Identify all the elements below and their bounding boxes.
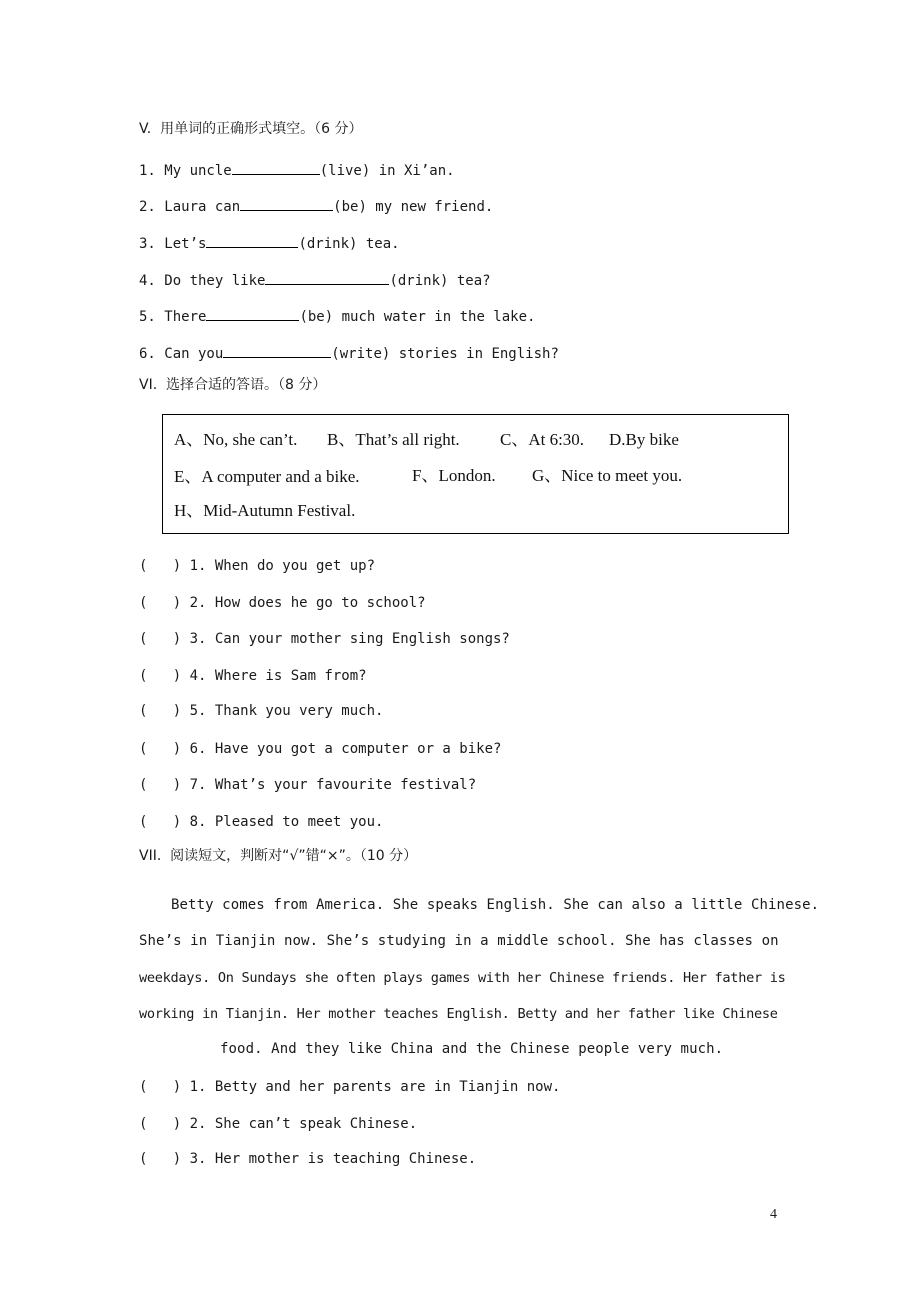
match-question-7: ( ) 7. What’s your favourite festival? bbox=[139, 777, 477, 793]
match-question-3: ( ) 3. Can your mother sing English songs? bbox=[139, 631, 510, 647]
match-question-2: ( ) 2. How does he go to school? bbox=[139, 595, 426, 611]
option-b: B、That’s all right. bbox=[327, 430, 460, 449]
option-a: A、No, she can’t. bbox=[174, 430, 298, 449]
passage-line-1: Betty comes from America. She speaks English. She can also a little Chinese. bbox=[171, 897, 820, 913]
fill-item-4 bbox=[139, 269, 491, 290]
fill-blank-4[interactable] bbox=[265, 269, 389, 285]
fill-item-6-post: (write) stories in English? bbox=[331, 346, 559, 362]
fill-blank-6[interactable] bbox=[223, 342, 331, 358]
fill-item-4-post: (drink) tea? bbox=[389, 273, 491, 289]
option-h: H、Mid-Autumn Festival. bbox=[174, 501, 356, 520]
fill-item-3 bbox=[139, 232, 400, 253]
passage-line-2: She’s in Tianjin now. She’s studying in a middle school. She has classes on bbox=[139, 933, 779, 949]
passage-line-3: weekdays. On Sundays she often plays games with her Chinese friends. Her father is bbox=[139, 970, 786, 986]
fill-item-5-post: (be) much water in the lake. bbox=[299, 309, 536, 325]
judge-question-3: ( ) 3. Her mother is teaching Chinese. bbox=[139, 1151, 477, 1167]
fill-blank-3[interactable] bbox=[206, 232, 298, 248]
fill-item-2-pre: 2. Laura can bbox=[139, 199, 241, 215]
fill-item-5 bbox=[139, 305, 535, 326]
option-c: C、At 6:30. bbox=[500, 430, 585, 449]
fill-item-6-pre: 6. Can you bbox=[139, 346, 224, 362]
match-question-5: ( ) 5. Thank you very much. bbox=[139, 703, 384, 719]
match-question-4: ( ) 4. Where is Sam from? bbox=[139, 668, 367, 684]
fill-item-2-post: (be) my new friend. bbox=[333, 199, 494, 215]
option-f: F、London. bbox=[412, 466, 496, 485]
section-5-title: V. 用单词的正确形式填空。（6 分） bbox=[139, 121, 363, 137]
fill-item-2 bbox=[139, 195, 493, 216]
passage-line-4: working in Tianjin. Her mother teaches English. Betty and her father like Chinese bbox=[139, 1006, 778, 1022]
match-question-8: ( ) 8. Pleased to meet you. bbox=[139, 814, 384, 830]
fill-item-5-pre: 5. There bbox=[139, 309, 207, 325]
section-7-title: VII. 阅读短文，判断对“√”错“×”。（10 分） bbox=[139, 848, 418, 864]
fill-item-3-post: (drink) tea. bbox=[298, 236, 400, 252]
answer-options-box bbox=[162, 414, 789, 534]
fill-item-1 bbox=[139, 159, 455, 180]
match-question-1: ( ) 1. When do you get up? bbox=[139, 558, 376, 574]
fill-item-6 bbox=[139, 342, 559, 363]
page-number: 4 bbox=[770, 1207, 777, 1222]
passage-line-5: food. And they like China and the Chinese people very much. bbox=[220, 1041, 724, 1057]
option-d: D.By bike bbox=[609, 430, 679, 449]
fill-item-4-pre: 4. Do they like bbox=[139, 273, 266, 289]
section-6-title: VI. 选择合适的答语。（8 分） bbox=[139, 377, 327, 393]
fill-item-1-post: (live) in Xi’an. bbox=[319, 163, 455, 179]
judge-question-1: ( ) 1. Betty and her parents are in Tianjin now. bbox=[139, 1079, 561, 1095]
option-e: E、A computer and a bike. bbox=[174, 467, 360, 486]
fill-item-1-pre: 1. My uncle bbox=[139, 163, 232, 179]
fill-blank-2[interactable] bbox=[240, 195, 333, 211]
fill-blank-5[interactable] bbox=[206, 305, 299, 321]
fill-blank-1[interactable] bbox=[232, 159, 320, 175]
match-question-6: ( ) 6. Have you got a computer or a bike? bbox=[139, 741, 502, 757]
option-g: G、Nice to meet you. bbox=[532, 466, 683, 485]
fill-item-3-pre: 3. Let’s bbox=[139, 236, 207, 252]
judge-question-2: ( ) 2. She can’t speak Chinese. bbox=[139, 1116, 418, 1132]
